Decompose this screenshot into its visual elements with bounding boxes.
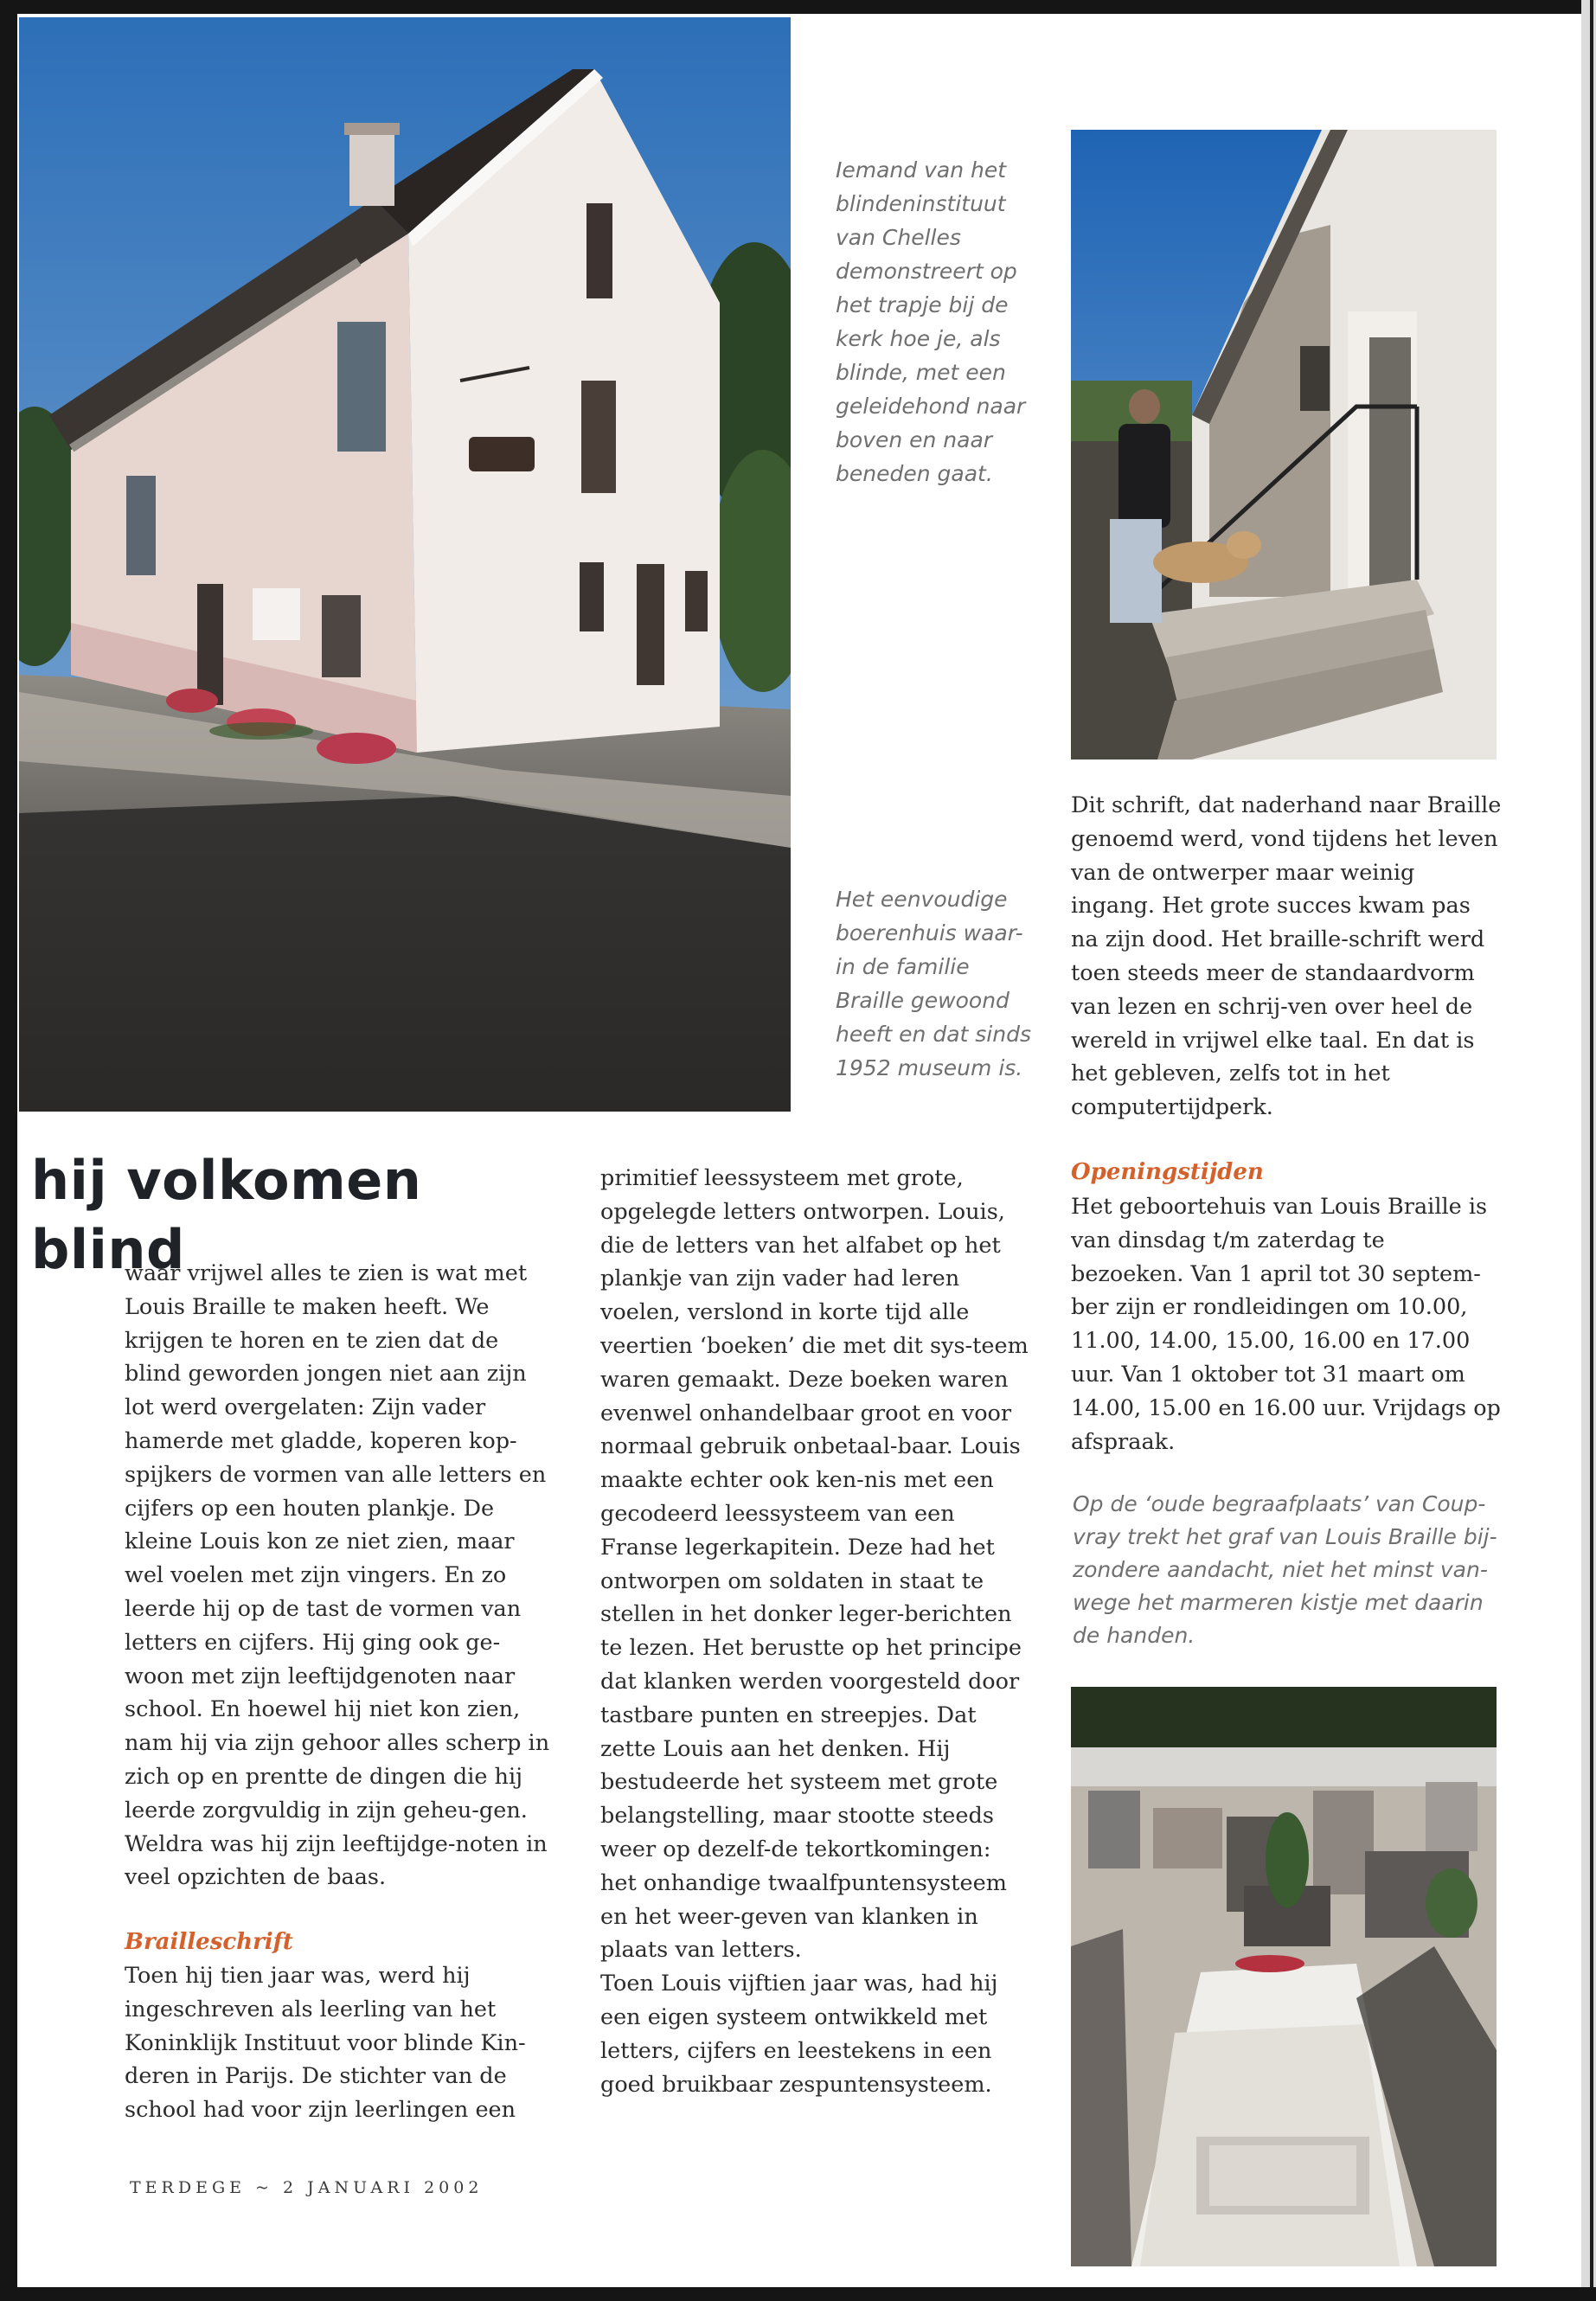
column-1-body-continued [125,1959,557,2127]
column-1-paragraph-2: Toen hij tien jaar was, werd hij ingeschreven als leerling van het Koninklijk Instituut voor blinde Kin-deren in Parijs. De stichter van de school had voor zijn leerlingen een [125,1963,526,2124]
column-3-body [1071,789,1503,1125]
scan-border-left [0,0,17,2301]
column-1-paragraph-1: waar vrijwel alles te zien is wat met Louis Braille te maken heeft. We krijgen te horen en te zien dat de blind geworden jongen niet aan zijn lot werd overgelaten: Zijn vader hamerde met gladde, koperen kop-spijkers de vormen van alle letters en cijfers op een houten plankje. De kleine Louis kon ze niet zien, maar wel voelen met zijn vingers. En zo leerde hij op de tast de vormen van letters en cijfers. Hij ging ook ge-woon met zijn leeftijdgenoten naar school. En hoewel hij niet kon zien, nam hij via zijn gehoor alles scherp in zich op en prentte de dingen die hij leerde zorgvuldig in zijn geheu-gen. Weldra was hij zijn leeftijdge-noten in veel opzichten de baas. [125,1260,550,1891]
column-2-paragraph-2: Toen Louis vijftien jaar was, had hij een eigen systeem ontwikkeld met letters, cijfers en leestekens in een goed bruikbaar zespuntensysteem. [600,1971,998,2098]
column-3-paragraph-1: Dit schrift, dat naderhand naar Braille genoemd werd, vond tijdens het leven van de ontwerper maar weinig ingang. Het grote succes kwam pas na zijn dood. Het braille-schrift werd toen steeds meer de standaardvorm van lezen en schrij-ven over heel de wereld in vrijwel elke taal. En dat is het gebleven, zelfs tot in het computertijdperk. [1071,792,1502,1121]
column-3-body-continued [1071,1190,1503,1458]
column-2-paragraph-1: primitief leessysteem met grote, opgelegde letters ontworpen. Louis, die de letters van het alfabet op het plankje van zijn vader had leren voelen, verslond in korte tijd alle veertien ‘boeken’ die met dit sys-teem waren gemaakt. Deze boeken waren evenwel onhandelbaar groot en voor normaal gebruik onbetaal-baar. Louis maakte echter ook ken-nis met een gecodeerd leessysteem van een Franse legerkapitein. Deze had het ontworpen om soldaten in staat te stellen in het donker leger-berichten te lezen. Het berustte op het principe dat klanken werden voorgesteld door tastbare punten en streepjes. Dat zette Louis aan het denken. Hij bestudeerde het systeem met grote belangstelling, maar stootte steeds weer op dezelf-de tekortkomingen: het onhandige twaalfpuntensysteem en het weer-geven van klanken in plaats van letters. [600,1165,1029,1964]
subhead-brailleschrift: Brailleschrift [125,1929,293,1955]
photo-braille-grave [1071,1687,1497,2266]
photo-church-steps-guide-dog [1071,130,1497,760]
page-footer: TERDEGE ~ 2 JANUARI 2002 [130,2178,484,2197]
column-1-body [125,1257,557,1894]
caption-grave-photo: Op de ‘oude begraafplaats’ van Coup-vray trekt het graf van Louis Braille bij-zondere aandacht, niet het minst van-wege het marmeren kistje met daarin de handen. [1073,1491,1497,1648]
caption-farmhouse-photo: Het eenvoudige boerenhuis waar-in de familie Braille gewoond heeft en dat sinds 1952 museum is. [836,887,1031,1080]
column-3-paragraph-2: Het geboortehuis van Louis Braille is van dinsdag t/m zaterdag te bezoeken. Van 1 april tot 30 septem-ber zijn er rondleidingen om 10.00, 11.00, 14.00, 15.00, 16.00 en 17.00 uur. Van 1 oktober tot 31 maart om 14.00, 15.00 en 16.00 uur. Vrijdags op afspraak. [1071,1194,1501,1455]
scan-border-bottom [0,2287,1596,2301]
scan-border-right [1581,0,1596,2301]
headline: hij volkomen blind [31,1149,422,1281]
caption-steps-photo: Iemand van het blindeninstituut van Chelles demonstreert op het trapje bij de kerk hoe je, als blinde, met een geleidehond naar boven en naar beneden gaat. [836,157,1026,486]
subhead-openingstijden: Openingstijden [1071,1159,1264,1185]
scan-border-top [0,0,1596,14]
scan-border-right-line [1590,0,1593,2301]
column-2-body [600,1162,1033,2101]
photo-braille-farmhouse [19,17,791,1112]
